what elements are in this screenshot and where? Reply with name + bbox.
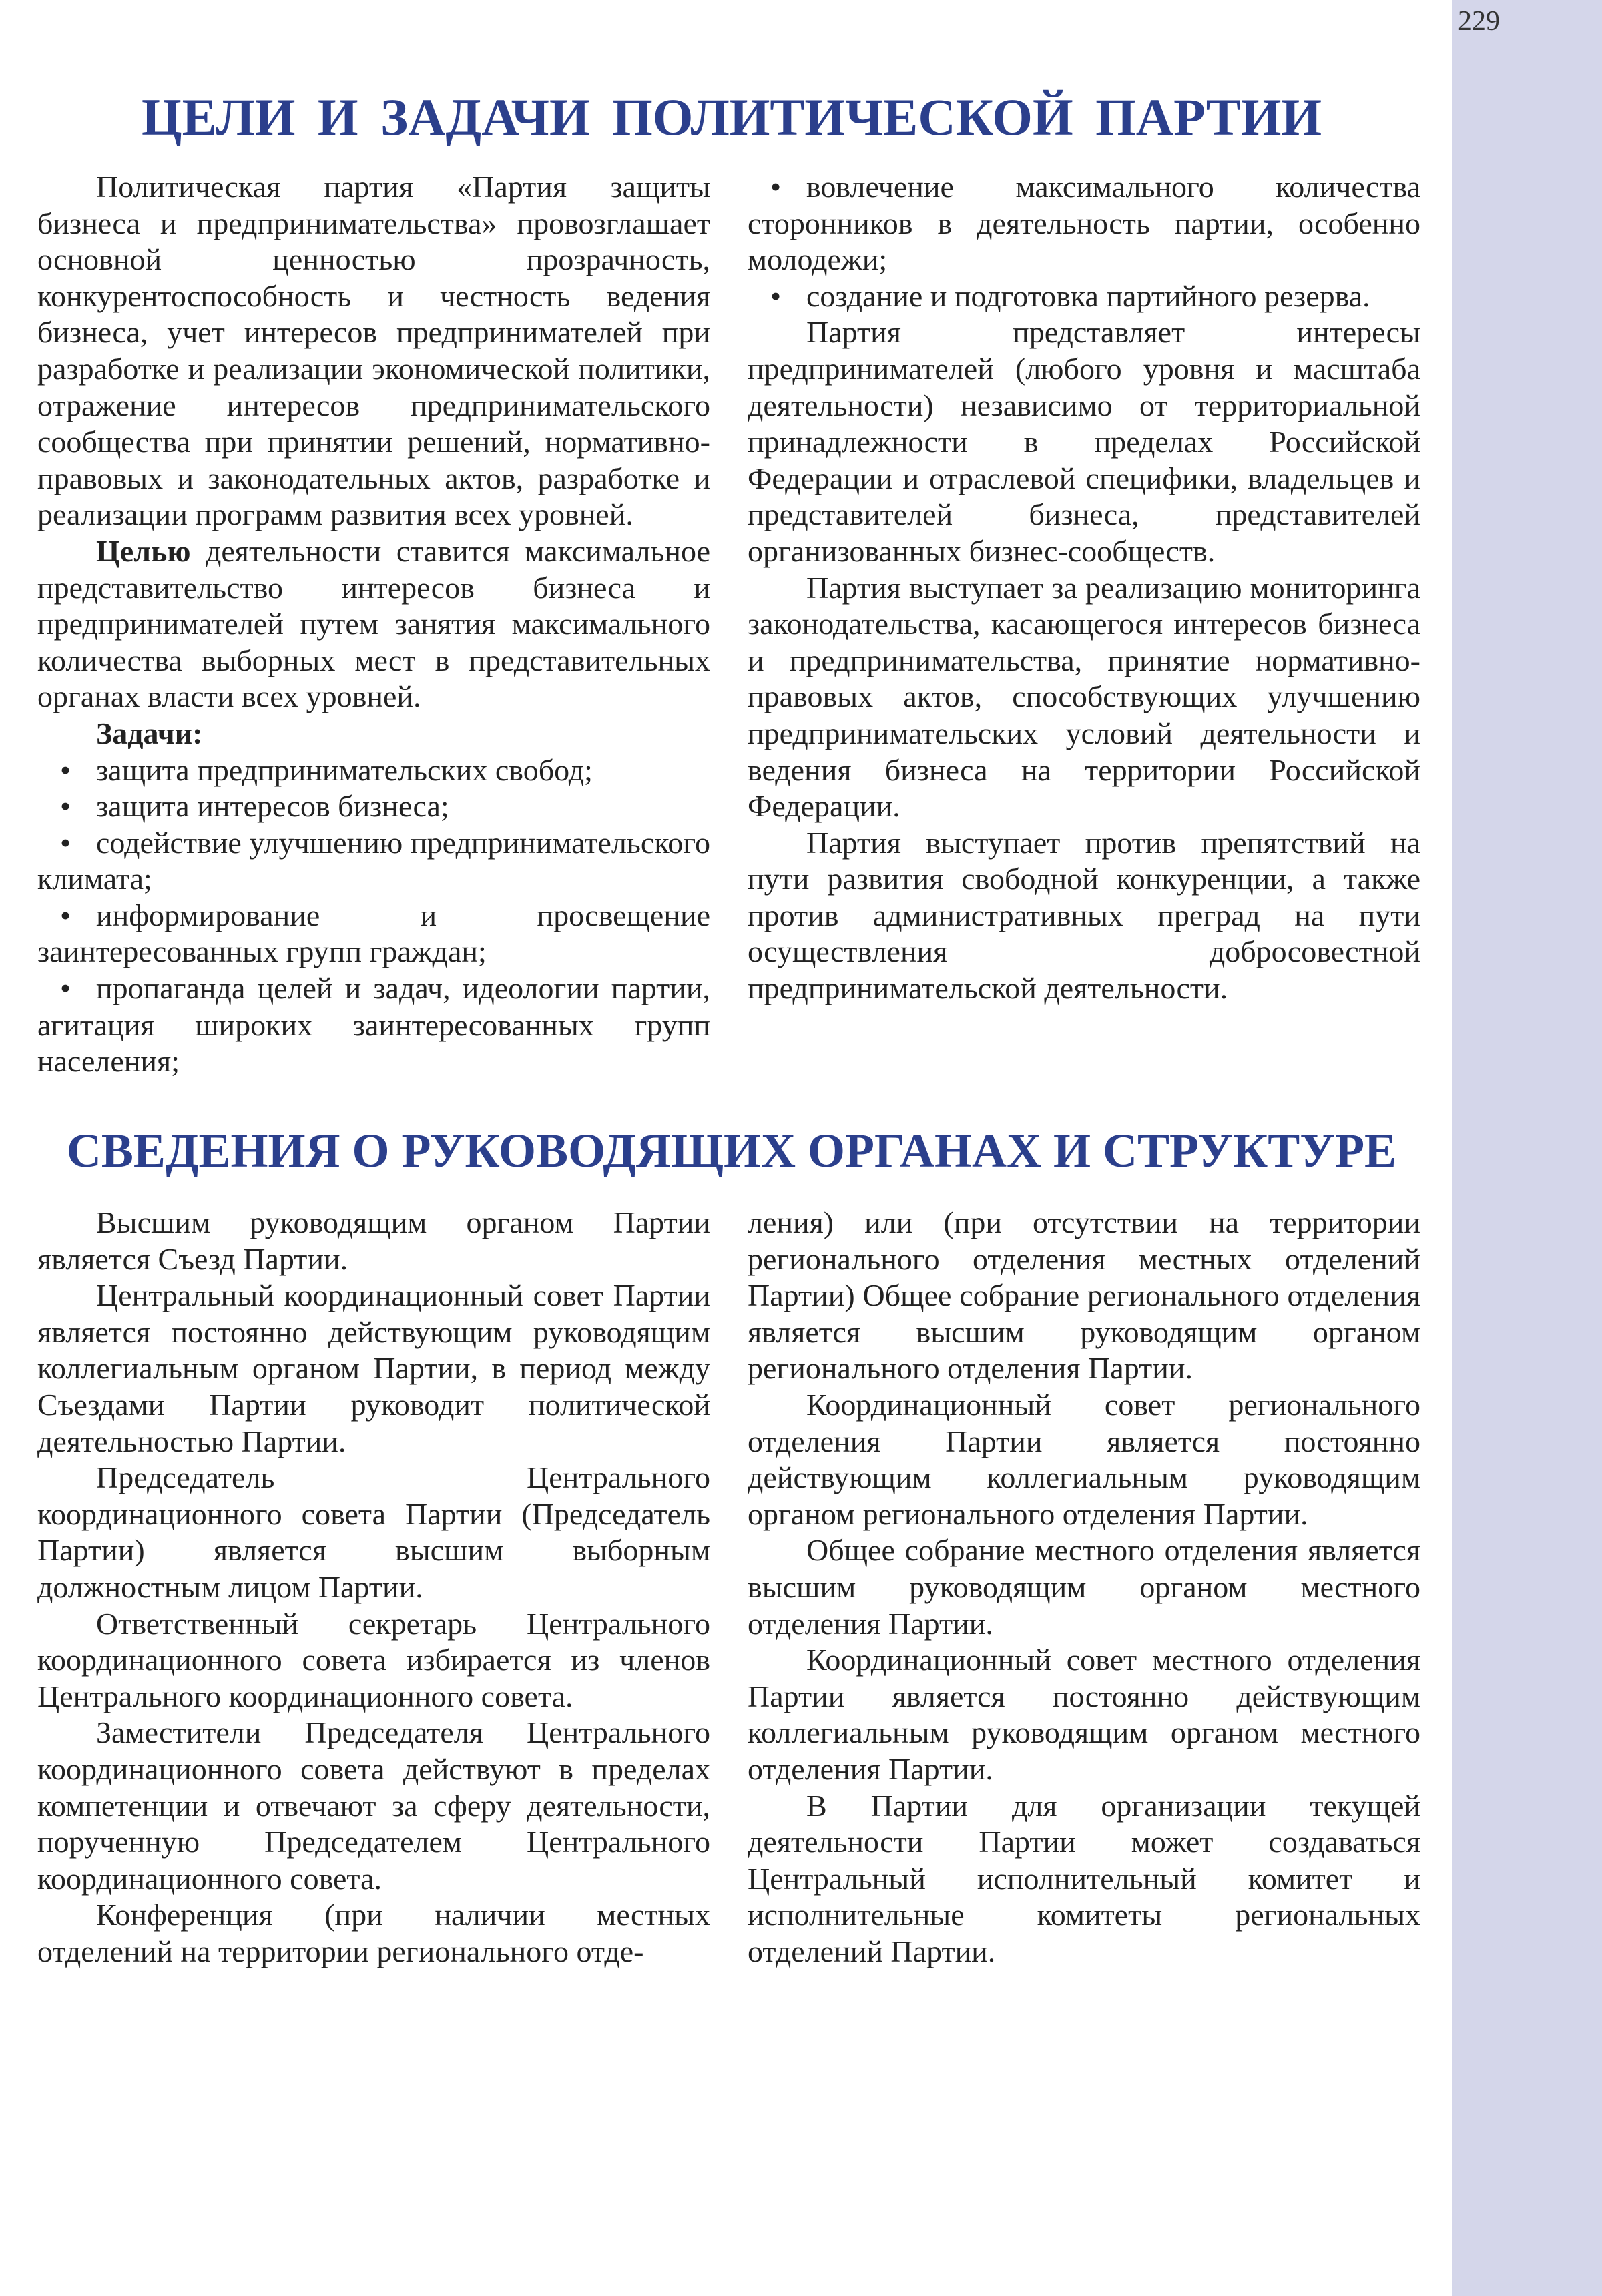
body-paragraph: В Партии для организации текущей деятельности Партии может создаваться Центральный исполнительный комитет и исполнительные комитеты региональных отделений Партии. — [748, 1788, 1420, 1968]
list-item — [748, 278, 1420, 315]
tasks-label: Задачи: — [96, 715, 203, 750]
list-item-text: защита предпринимательских свобод; — [96, 752, 593, 787]
section-title-structure: СВЕДЕНИЯ О РУКОВОДЯЩИХ ОРГАНАХ И СТРУКТУРЕ — [66, 1124, 1397, 1177]
list-item — [37, 752, 710, 789]
continued-paragraph: ления) или (при отсутствии на территории регионального отделения местных отделений Партии) Общее собрание регионального отделения является высшим руководящим органом регионального отделения Партии. — [748, 1205, 1420, 1386]
list-item — [37, 970, 710, 1080]
goal-paragraph — [37, 533, 710, 715]
body-paragraph: Общее собрание местного отделения является высшим руководящим органом местного отделения Партии. — [748, 1533, 1420, 1641]
list-item-text: создание и подготовка партийного резерва. — [806, 278, 1370, 313]
intro-paragraph: Политическая партия «Партия защиты бизнеса и предпринимательства» провозглашает основной ценностью прозрачность, конкурентоспособность и честность ведения бизнеса, учет интересов предпринимателей при разработке и реализации экономической политики, отражение интересов предпринимательского сообщества при принятии решений, нормативно-правовых и законодательных актов, разработке и реализации программ развития всех уровней. — [37, 170, 710, 532]
body-paragraph: Ответственный секретарь Центрального координационного совета избирается из членов Центрального координационного совета. — [37, 1606, 710, 1713]
list-item — [37, 788, 710, 825]
list-item — [37, 898, 710, 970]
goal-label: Целью — [96, 533, 191, 568]
structure-right-column — [748, 1205, 1420, 1970]
body-paragraph: Координационный совет регионального отделения Партии является постоянно действующим коллегиальным руководящим органом регионального отделения Партии. — [748, 1387, 1420, 1531]
goals-left-column — [37, 169, 710, 1080]
body-paragraph: Координационный совет местного отделения Партии является постоянно действующим коллегиальным руководящим органом местного отделения Партии. — [748, 1643, 1420, 1786]
body-paragraph: Конференция (при наличии местных отделений на территории регионального отде- — [37, 1898, 710, 1968]
section-title-goals: ЦЕЛИ И ЗАДАЧИ ПОЛИТИЧЕСКОЙ ПАРТИИ — [141, 88, 1322, 146]
body-paragraph: Партия выступает против препятствий на пути развития свободной конкуренции, а также против административных преград на пути осуществления добросовестной предпринимательской деятельности. — [748, 825, 1420, 1006]
goals-right-column — [748, 169, 1420, 1007]
page-number: 229 — [1458, 6, 1500, 37]
list-item — [748, 169, 1420, 278]
list-item-text: содействие улучшению предпринимательского климата; — [37, 825, 710, 896]
list-item-text: пропаганда целей и задач, идеологии партии, агитация широких заинтересованных групп населения; — [37, 971, 710, 1079]
side-band — [1452, 0, 1602, 2296]
goal-text: деятельности ставится максимальное представительство интересов бизнеса и предпринимателей путем занятия максимального количества выборных мест в представительных органах власти всех уровней. — [37, 533, 710, 714]
body-paragraph: Партия представляет интересы предпринимателей (любого уровня и масштаба деятельности) независимо от территориальной принадлежности в пределах Российской Федерации и отраслевой специфики, владельцев и представителей бизнеса, представителей организованных бизнес-сообществ. — [748, 315, 1420, 568]
list-item-text: информирование и просвещение заинтересованных групп граждан; — [37, 898, 710, 969]
body-paragraph: Партия выступает за реализацию мониторинга законодательства, касающегося интересов бизнеса и предпринимательства, принятие нормативно-правовых актов, способствующих улучшению предпринимательских условий деятельности и ведения бизнеса на территории Российской Федерации. — [748, 570, 1420, 824]
body-paragraph: Заместители Председателя Центрального координационного совета действуют в пределах компетенции и отвечают за сферу деятельности, порученную Председателем Центрального координационного совета. — [37, 1715, 710, 1896]
structure-left-column — [37, 1205, 710, 1970]
body-paragraph: Центральный координационный совет Партии является постоянно действующим руководящим коллегиальным органом Партии, в период между Съездами Партии руководит политической деятельностью Партии. — [37, 1278, 710, 1458]
list-item-text: вовлечение максимального количества сторонников в деятельность партии, особенно молодежи; — [748, 170, 1420, 277]
body-paragraph: Высшим руководящим органом Партии является Съезд Партии. — [37, 1205, 710, 1276]
list-item — [37, 825, 710, 898]
body-paragraph: Председатель Центрального координационного совета Партии (Председатель Партии) является высшим выборным должностным лицом Партии. — [37, 1460, 710, 1604]
list-item-text: защита интересов бизнеса; — [96, 789, 449, 824]
